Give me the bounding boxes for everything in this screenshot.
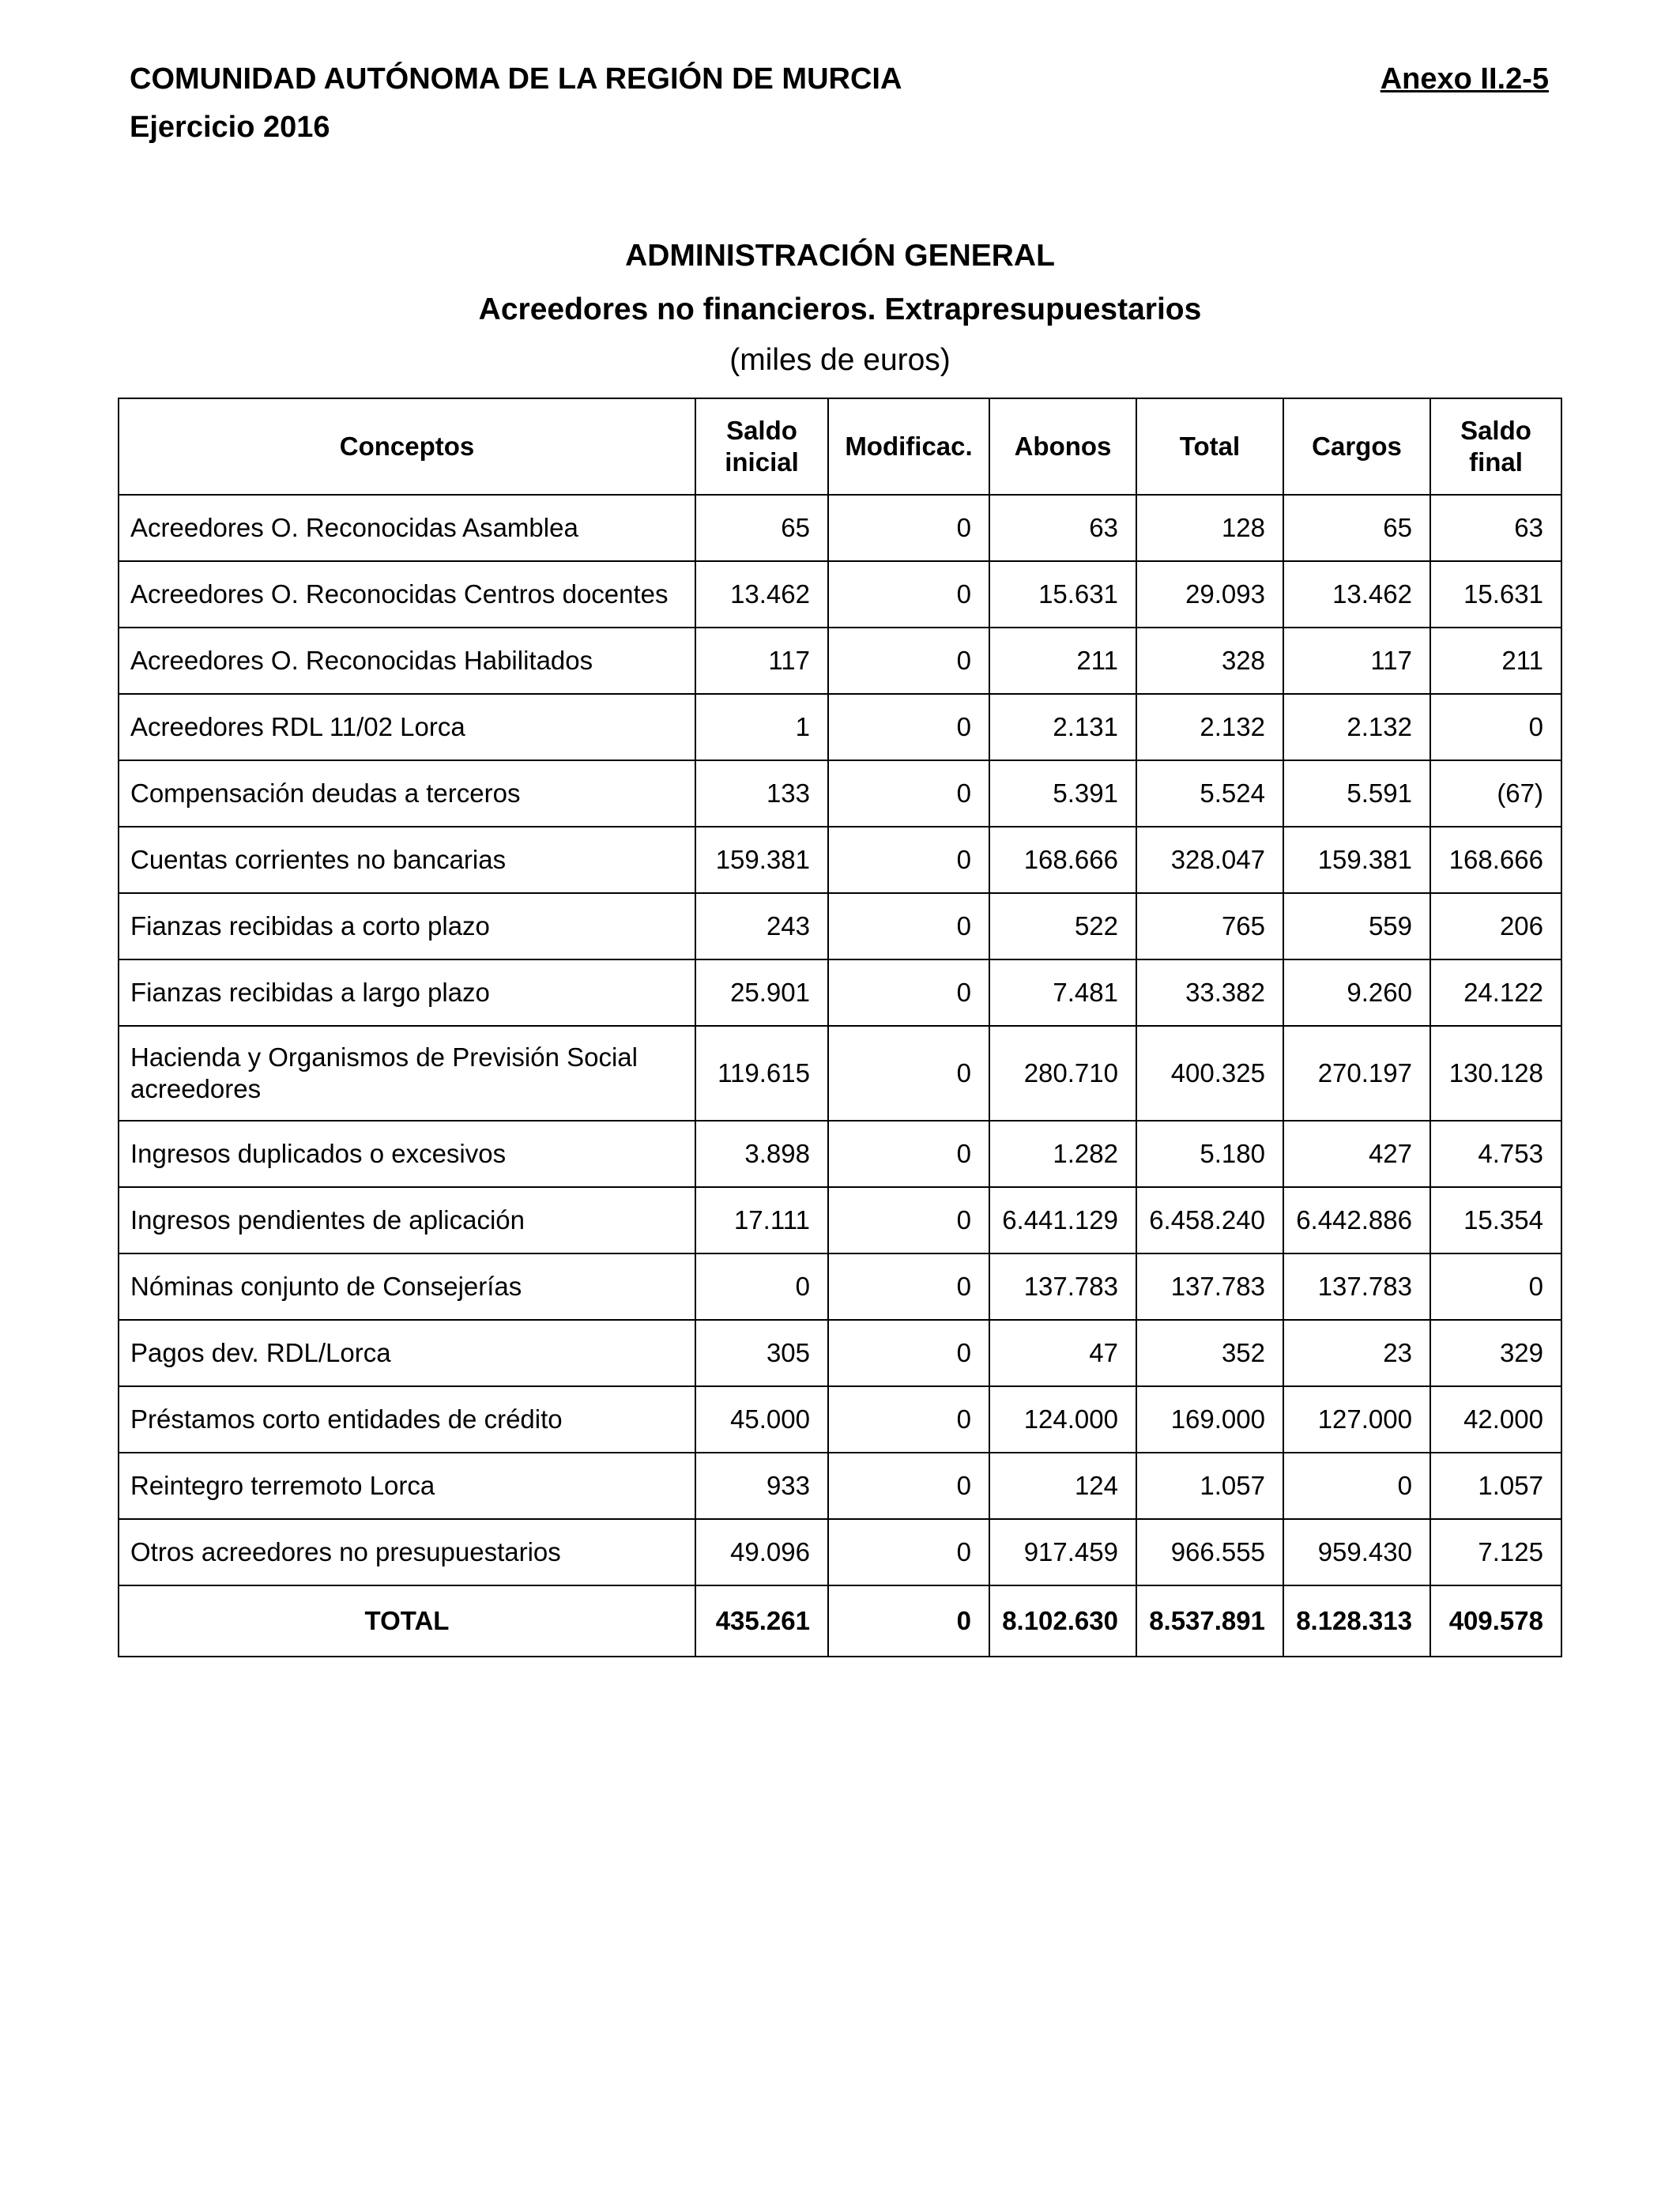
value-cell: 7.125 [1430,1519,1561,1585]
value-cell: 45.000 [695,1386,828,1453]
value-cell: 6.458.240 [1136,1187,1283,1253]
value-cell: 1.057 [1136,1453,1283,1519]
value-cell: 211 [989,628,1136,694]
table-row [119,1187,1561,1253]
concept-cell: Fianzas recibidas a largo plazo [119,959,695,1026]
value-cell: 0 [1430,694,1561,760]
value-cell: 0 [695,1253,828,1320]
value-cell: 211 [1430,628,1561,694]
value-cell: 0 [1283,1453,1430,1519]
value-cell: 270.197 [1283,1026,1430,1121]
value-cell: 5.524 [1136,760,1283,827]
concept-cell: Ingresos duplicados o excesivos [119,1121,695,1187]
table-row [119,1453,1561,1519]
table-row [119,1320,1561,1386]
units-caption: (miles de euros) [729,343,951,377]
value-cell: 9.260 [1283,959,1430,1026]
value-cell: 15.631 [989,561,1136,628]
concept-cell: Nóminas conjunto de Consejerías [119,1253,695,1320]
value-cell: 0 [828,1453,989,1519]
value-cell: 127.000 [1283,1386,1430,1453]
concept-cell: Fianzas recibidas a corto plazo [119,893,695,959]
value-cell: 17.111 [695,1187,828,1253]
value-cell: 352 [1136,1320,1283,1386]
table-row [119,628,1561,694]
value-cell: 63 [1430,495,1561,561]
value-cell: 280.710 [989,1026,1136,1121]
table-row [119,1121,1561,1187]
organization-name: COMUNIDAD AUTÓNOMA DE LA REGIÓN DE MURCIA [130,62,902,96]
value-cell: 0 [828,495,989,561]
value-cell: 0 [828,1386,989,1453]
value-cell: 8.128.313 [1283,1585,1430,1657]
creditors-table [118,398,1562,1657]
value-cell: 427 [1283,1121,1430,1187]
value-cell: 4.753 [1430,1121,1561,1187]
value-cell: 8.102.630 [989,1585,1136,1657]
value-cell: 0 [828,1253,989,1320]
table-row [119,760,1561,827]
value-cell: 1.282 [989,1121,1136,1187]
table-row [119,893,1561,959]
table-title: Acreedores no financieros. Extrapresupuestarios [478,292,1202,326]
concept-cell: Acreedores RDL 11/02 Lorca [119,694,695,760]
concept-cell: Compensación deudas a terceros [119,760,695,827]
value-cell: 0 [828,1585,989,1657]
value-cell: 13.462 [1283,561,1430,628]
value-cell: 5.391 [989,760,1136,827]
value-cell: 0 [828,561,989,628]
value-cell: 24.122 [1430,959,1561,1026]
table-row [119,1519,1561,1585]
column-header: Conceptos [119,398,695,495]
value-cell: 130.128 [1430,1026,1561,1121]
concept-cell: Préstamos corto entidades de crédito [119,1386,695,1453]
column-header: Abonos [989,398,1136,495]
column-header: Total [1136,398,1283,495]
header-row [119,398,1561,495]
table-row [119,959,1561,1026]
concept-cell: Pagos dev. RDL/Lorca [119,1320,695,1386]
table-header [119,398,1561,495]
value-cell: 409.578 [1430,1585,1561,1657]
value-cell: 0 [828,1519,989,1585]
value-cell: 159.381 [695,827,828,893]
value-cell: 117 [695,628,828,694]
table-row [119,1253,1561,1320]
value-cell: 13.462 [695,561,828,628]
value-cell: 29.093 [1136,561,1283,628]
value-cell: 328 [1136,628,1283,694]
value-cell: 137.783 [1283,1253,1430,1320]
value-cell: 124 [989,1453,1136,1519]
value-cell: 917.459 [989,1519,1136,1585]
value-cell: 5.180 [1136,1121,1283,1187]
value-cell: 0 [828,827,989,893]
value-cell: 435.261 [695,1585,828,1657]
value-cell: 2.132 [1283,694,1430,760]
concept-cell: Acreedores O. Reconocidas Habilitados [119,628,695,694]
value-cell: 329 [1430,1320,1561,1386]
value-cell: 7.481 [989,959,1136,1026]
value-cell: 8.537.891 [1136,1585,1283,1657]
value-cell: 15.354 [1430,1187,1561,1253]
value-cell: 49.096 [695,1519,828,1585]
value-cell: (67) [1430,760,1561,827]
value-cell: 0 [828,694,989,760]
value-cell: 305 [695,1320,828,1386]
value-cell: 42.000 [1430,1386,1561,1453]
value-cell: 168.666 [989,827,1136,893]
value-cell: 1.057 [1430,1453,1561,1519]
annex-label: Anexo II.2-5 [1380,62,1549,96]
value-cell: 117 [1283,628,1430,694]
value-cell: 137.783 [989,1253,1136,1320]
value-cell: 2.132 [1136,694,1283,760]
value-cell: 5.591 [1283,760,1430,827]
concept-cell: Ingresos pendientes de aplicación [119,1187,695,1253]
table-row [119,827,1561,893]
value-cell: 119.615 [695,1026,828,1121]
concept-cell: Cuentas corrientes no bancarias [119,827,695,893]
value-cell: 133 [695,760,828,827]
document-header [130,55,902,152]
value-cell: 0 [828,628,989,694]
column-header: Saldo final [1430,398,1561,495]
table-row [119,1026,1561,1121]
fiscal-year: Ejercicio 2016 [130,110,330,144]
value-cell: 0 [828,1320,989,1386]
concept-cell: Hacienda y Organismos de Previsión Social acreedores [119,1026,695,1121]
table-row [119,495,1561,561]
column-header: Modificac. [828,398,989,495]
value-cell: 124.000 [989,1386,1136,1453]
value-cell: 15.631 [1430,561,1561,628]
value-cell: 243 [695,893,828,959]
value-cell: 0 [828,893,989,959]
table-row [119,1386,1561,1453]
value-cell: 0 [1430,1253,1561,1320]
concept-cell: Acreedores O. Reconocidas Centros docentes [119,561,695,628]
value-cell: 137.783 [1136,1253,1283,1320]
value-cell: 23 [1283,1320,1430,1386]
value-cell: 0 [828,760,989,827]
value-cell: 65 [1283,495,1430,561]
table-row [119,561,1561,628]
value-cell: 6.441.129 [989,1187,1136,1253]
concept-cell: Otros acreedores no presupuestarios [119,1519,695,1585]
value-cell: 933 [695,1453,828,1519]
value-cell: 3.898 [695,1121,828,1187]
concept-cell: Reintegro terremoto Lorca [119,1453,695,1519]
value-cell: 959.430 [1283,1519,1430,1585]
section-title: ADMINISTRACIÓN GENERAL [625,239,1055,273]
value-cell: 0 [828,1187,989,1253]
value-cell: 128 [1136,495,1283,561]
value-cell: 559 [1283,893,1430,959]
value-cell: 168.666 [1430,827,1561,893]
total-row [119,1585,1561,1657]
document-titles [0,234,1680,383]
table-row [119,694,1561,760]
value-cell: 400.325 [1136,1026,1283,1121]
value-cell: 206 [1430,893,1561,959]
value-cell: 0 [828,1121,989,1187]
value-cell: 159.381 [1283,827,1430,893]
value-cell: 328.047 [1136,827,1283,893]
value-cell: 2.131 [989,694,1136,760]
value-cell: 33.382 [1136,959,1283,1026]
value-cell: 47 [989,1320,1136,1386]
column-header: Saldo inicial [695,398,828,495]
table-body [119,495,1561,1657]
value-cell: 169.000 [1136,1386,1283,1453]
value-cell: 1 [695,694,828,760]
value-cell: 25.901 [695,959,828,1026]
value-cell: 522 [989,893,1136,959]
column-header: Cargos [1283,398,1430,495]
value-cell: 0 [828,959,989,1026]
value-cell: 63 [989,495,1136,561]
value-cell: 0 [828,1026,989,1121]
value-cell: 966.555 [1136,1519,1283,1585]
value-cell: 765 [1136,893,1283,959]
value-cell: 65 [695,495,828,561]
concept-cell: Acreedores O. Reconocidas Asamblea [119,495,695,561]
concept-cell: TOTAL [119,1585,695,1657]
value-cell: 6.442.886 [1283,1187,1430,1253]
